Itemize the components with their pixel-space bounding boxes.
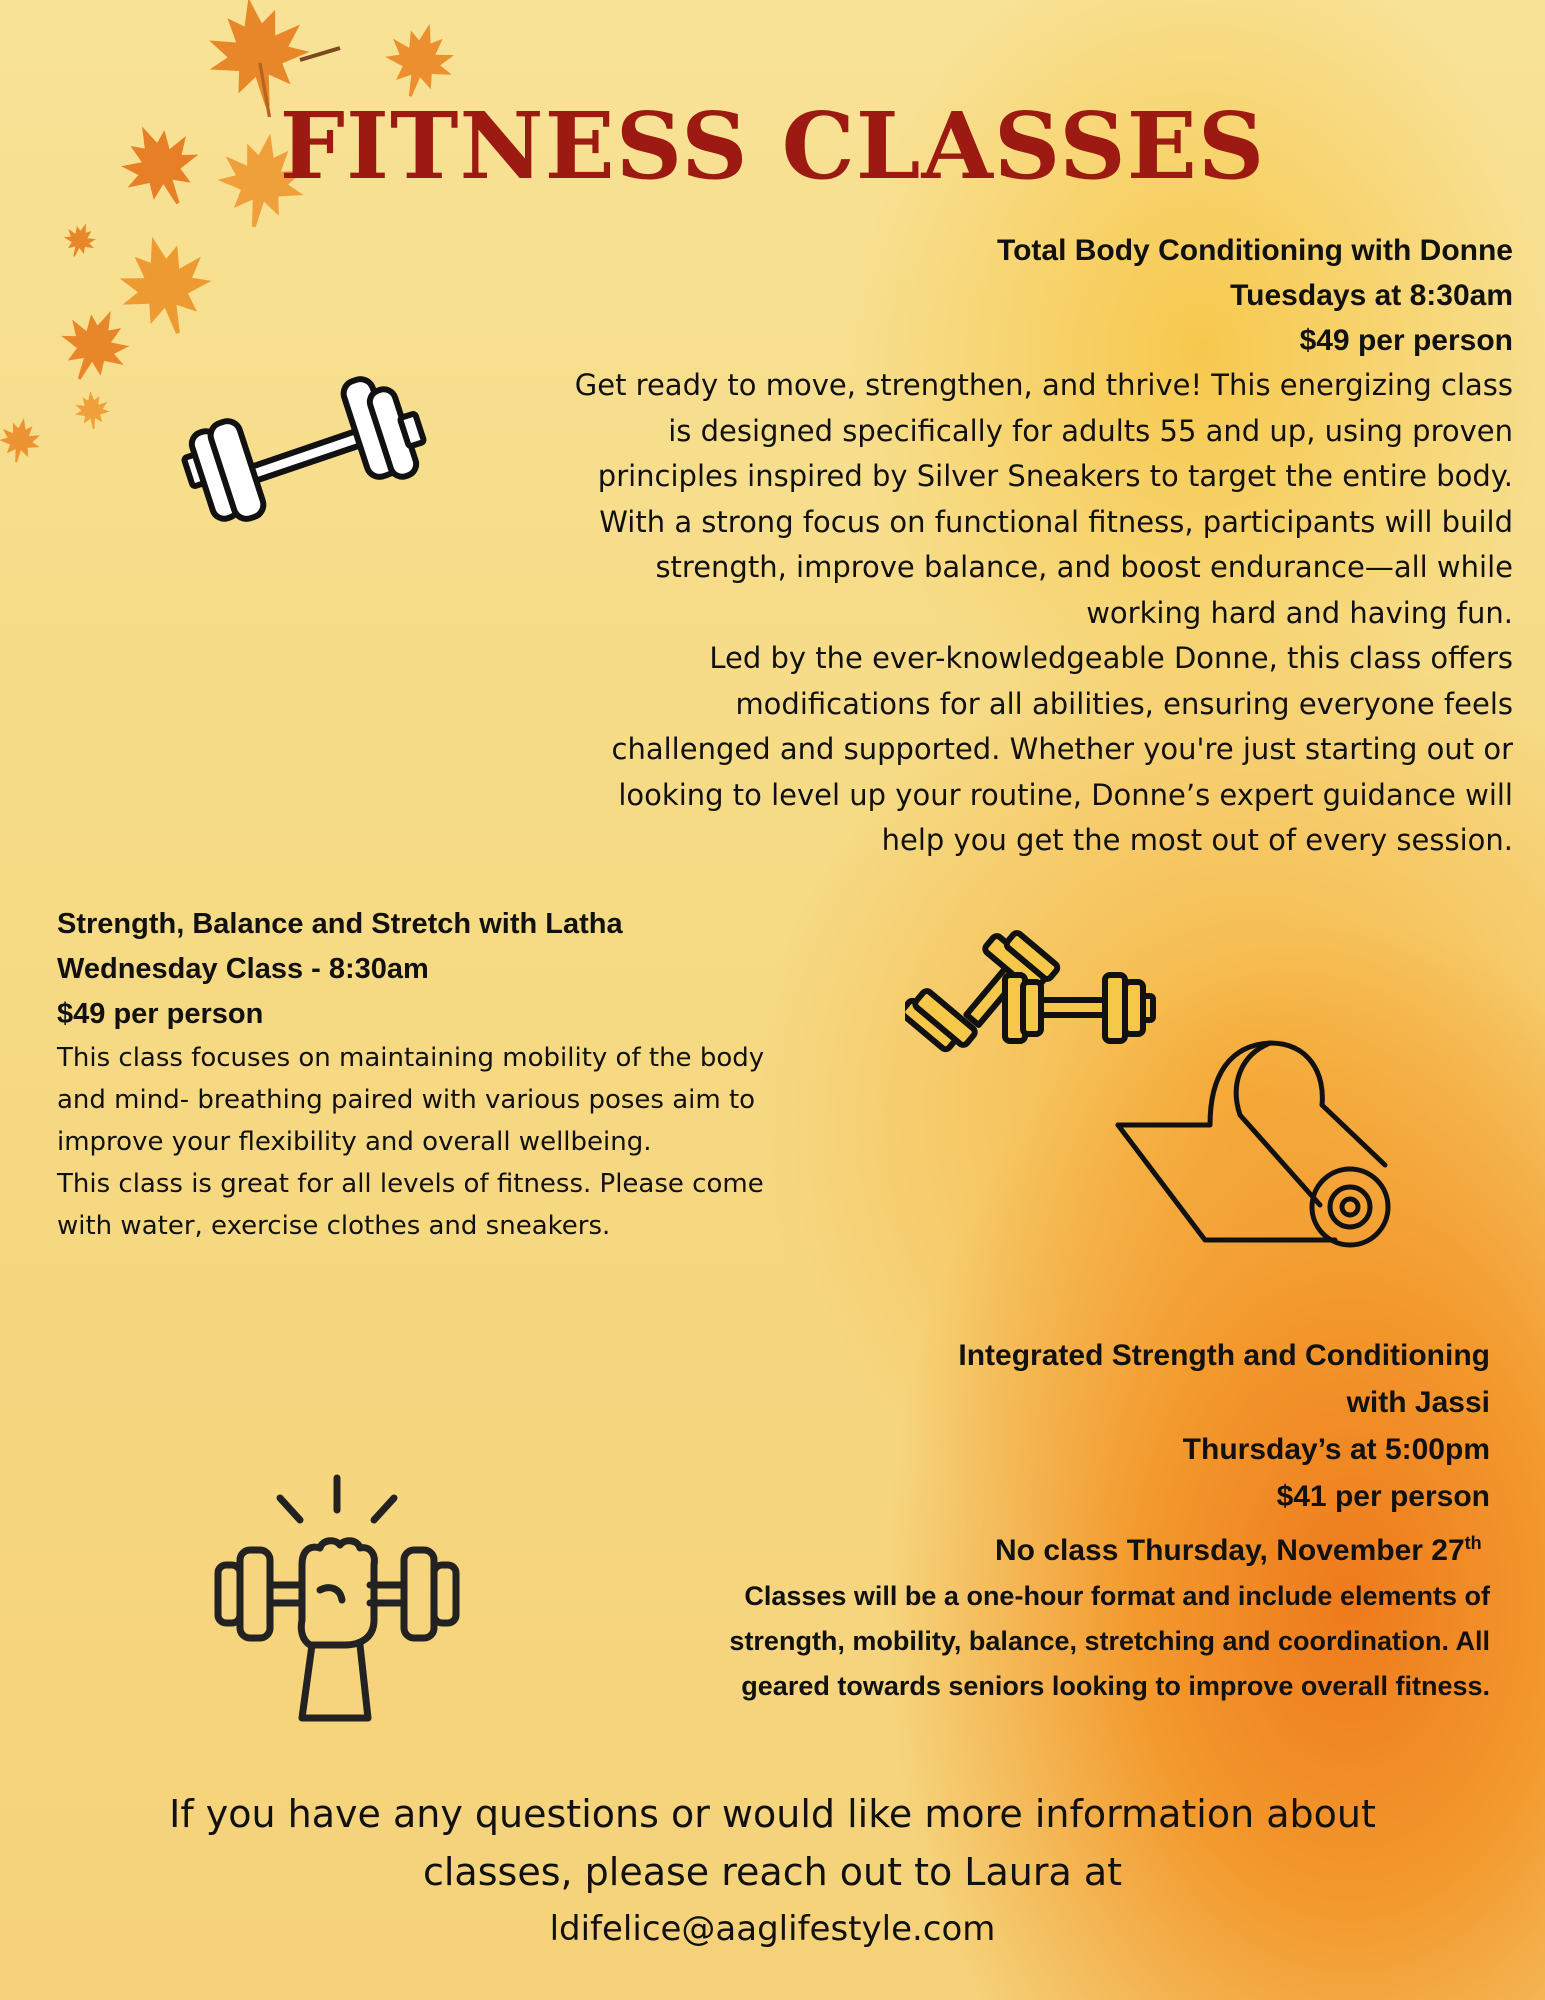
description-line: Get ready to move, strengthen, and thrive! This energizing class [574,368,1513,402]
contact-line1: If you have any questions or would like more information about [169,1792,1376,1836]
class3-description [490,1574,1490,1709]
description-line: strength, mobility, balance, stretching and coordination. All [729,1626,1490,1656]
description-line: principles inspired by Silver Sneakers to target the entire body. [597,459,1513,493]
class2-schedule: Wednesday Class - 8:30am [57,953,429,985]
description-line: This class focuses on maintaining mobility of the body [57,1043,765,1073]
class2-description [57,1037,857,1247]
yoga-mat-icon [1110,1035,1395,1250]
class1-schedule: Tuesdays at 8:30am [1230,279,1513,312]
barbell-icon [180,360,430,530]
description-line: Led by the ever-knowledgeable Donne, this class offers [709,641,1513,675]
class1-price: $49 per person [1299,324,1513,357]
class3-name-line2: with Jassi [1346,1386,1490,1419]
description-line: is designed specifically for adults 55 and up, using proven [668,413,1513,448]
contact-section [0,1785,1545,1957]
description-line: This class is great for all levels of fitness. Please come [57,1169,764,1199]
maple-leaf-icon [108,225,223,345]
class3-schedule: Thursday’s at 5:00pm [1182,1433,1490,1466]
ordinal-suffix: th [1464,1533,1482,1553]
class2-price: $49 per person [57,998,264,1030]
class3-section [490,1332,1490,1709]
description-line: improve your flexibility and overall wellbeing. [57,1127,652,1157]
class2-name: Strength, Balance and Stretch with Latha [57,908,623,940]
contact-line2: classes, please reach out to Laura at [422,1850,1123,1894]
description-line: challenged and supported. Whether you're just starting out or [611,732,1513,766]
contact-email-link[interactable]: ldifelice@aaglifestyle.com [549,1909,996,1949]
description-line: help you get the most out of every session. [881,823,1513,857]
page-title: FITNESS CLASSES [279,92,1266,200]
no-class-text: No class Thursday, November 27 [995,1534,1465,1567]
description-line: Classes will be a one-hour format and include elements of [744,1581,1490,1611]
class1-section [423,228,1513,864]
class3-no-class-notice [490,1520,1490,1574]
description-line: and mind- breathing paired with various poses aim to [57,1085,756,1115]
maple-leaf-icon [0,414,44,466]
description-line: modifications for all abilities, ensuring everyone feels [735,686,1513,721]
description-line: with water, exercise clothes and sneakers. [57,1211,611,1241]
description-line: geared towards seniors looking to improve overall fitness. [741,1671,1490,1701]
maple-leaf-icon [48,296,142,393]
class3-name-line1: Integrated Strength and Conditioning [958,1339,1490,1372]
description-line: strength, improve balance, and boost endurance—all while [655,550,1513,584]
class1-name: Total Body Conditioning with Donne [996,234,1513,267]
class2-section [57,902,857,1247]
description-line: looking to level up your routine, Donne’s expert guidance will [618,777,1513,812]
maple-leaf-icon [73,390,111,431]
description-line: working hard and having fun. [1086,595,1513,630]
description-line: With a strong focus on functional fitness, participants will build [599,504,1513,539]
strong-hand-dumbbell-icon [210,1470,465,1725]
class1-description [423,363,1513,864]
class3-price: $41 per person [1276,1480,1490,1513]
maple-leaf-icon [59,218,101,262]
